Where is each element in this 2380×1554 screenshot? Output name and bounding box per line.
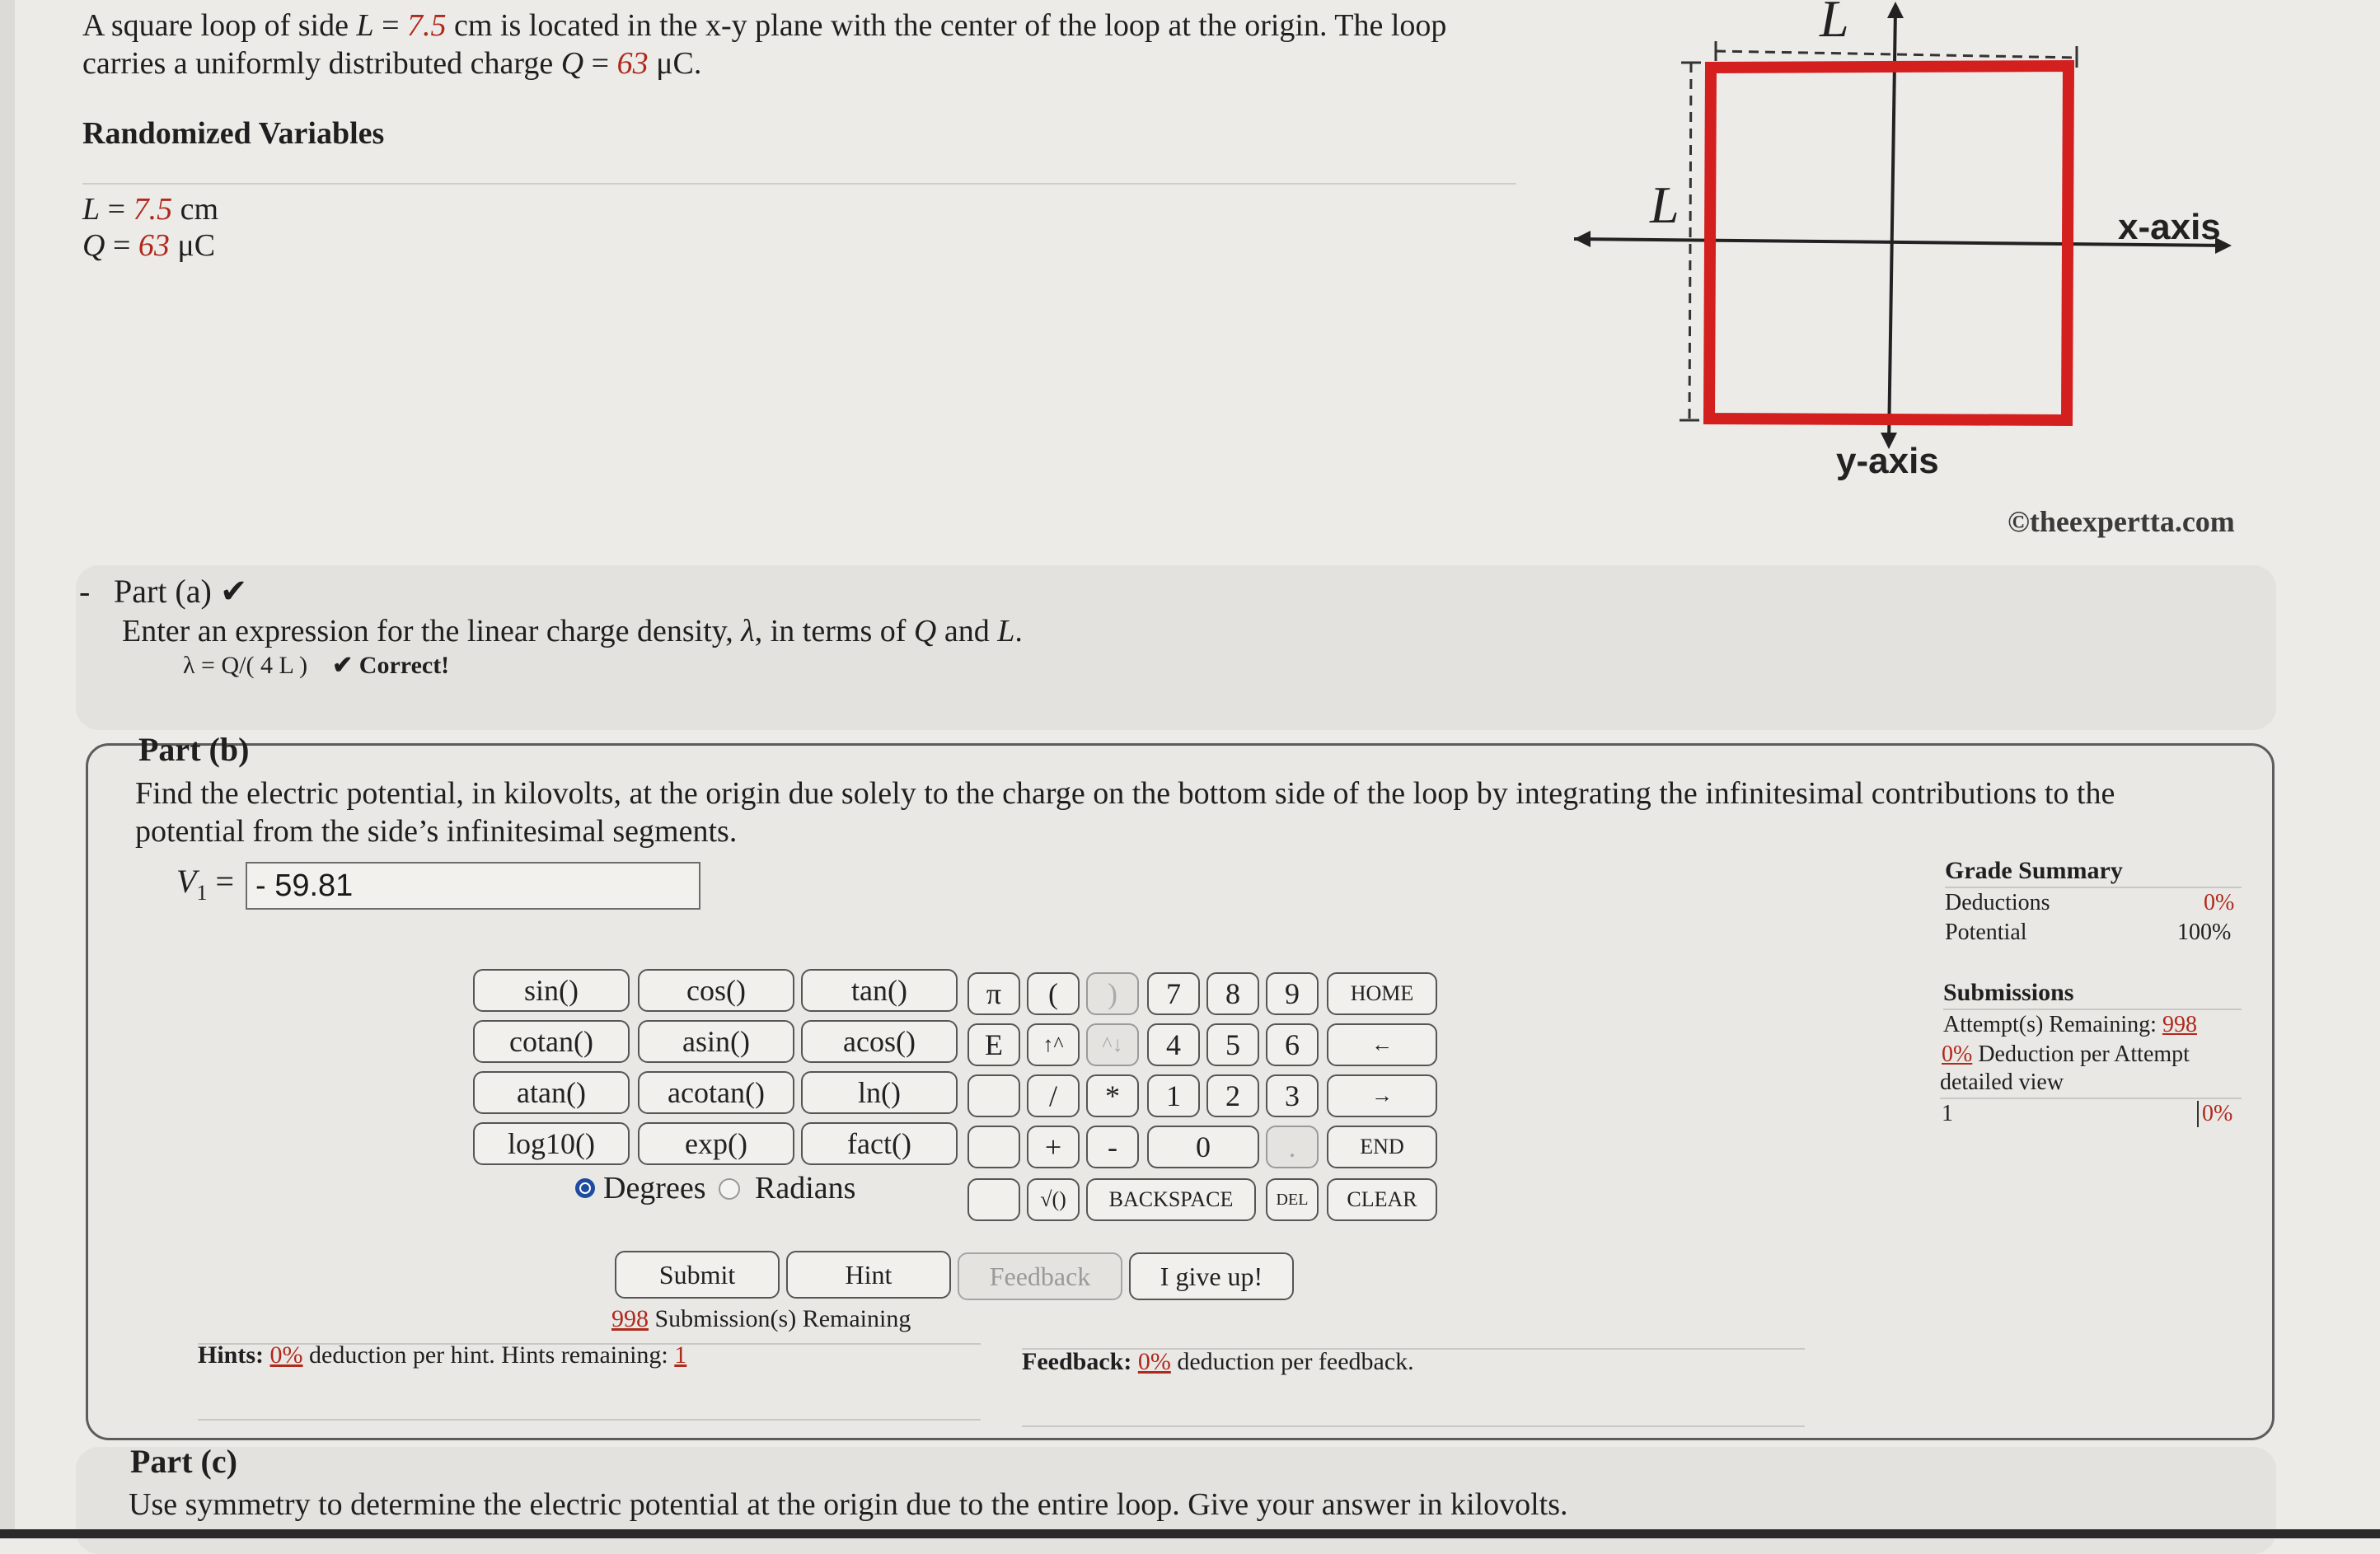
divider — [1943, 1009, 2242, 1010]
feedback-button[interactable]: Feedback — [958, 1252, 1122, 1300]
part-c-title: Part (c) — [130, 1443, 237, 1480]
key-tan[interactable]: tan() — [801, 969, 958, 1012]
key-superscript-down[interactable]: ^↓ — [1086, 1023, 1139, 1066]
key-1[interactable]: 1 — [1147, 1074, 1200, 1117]
key-2[interactable]: 2 — [1206, 1074, 1259, 1117]
hints-info — [198, 1341, 686, 1369]
key-E[interactable]: E — [967, 1023, 1020, 1066]
hints-remaining: 1 — [674, 1341, 687, 1369]
bottom-edge — [0, 1529, 2380, 1538]
attempts-remaining — [1943, 1012, 2197, 1038]
var-L: L — [997, 614, 1015, 648]
submissions-title: Submissions — [1943, 979, 2074, 1006]
prompt-text: , in terms of — [754, 614, 914, 648]
key-end[interactable]: END — [1327, 1126, 1437, 1168]
value-L: 7.5 — [133, 192, 173, 227]
key-3[interactable]: 3 — [1266, 1074, 1319, 1117]
feedback-info — [1022, 1348, 1414, 1376]
divider — [1940, 1098, 2242, 1099]
part-a-title-text: Part (a) — [114, 573, 212, 610]
submissions-label: Submission(s) Remaining — [649, 1305, 911, 1332]
var-Q: Q — [82, 228, 105, 263]
key-acotan[interactable]: acotan() — [638, 1071, 794, 1114]
submission-row-value: 0% — [2197, 1101, 2232, 1127]
key-backspace[interactable]: BACKSPACE — [1086, 1178, 1256, 1221]
x-axis-label: x-axis — [2118, 207, 2221, 247]
feedback-text: deduction per feedback. — [1170, 1348, 1414, 1375]
copyright-credit: ©theexpertta.com — [2008, 505, 2235, 538]
deduction-per-attempt — [1942, 1041, 2190, 1068]
key-clear[interactable]: CLEAR — [1327, 1178, 1437, 1221]
key-multiply[interactable]: * — [1086, 1074, 1139, 1117]
key-cos[interactable]: cos() — [638, 969, 794, 1012]
randomized-L: L = 7.5 cm — [82, 192, 219, 227]
part-a-title[interactable] — [114, 572, 247, 611]
prompt-text: . — [1014, 614, 1023, 648]
key-asin[interactable]: asin() — [638, 1020, 794, 1063]
key-minus[interactable]: - — [1086, 1126, 1139, 1168]
radians-radio[interactable] — [719, 1178, 740, 1200]
key-divide[interactable]: / — [1027, 1074, 1080, 1117]
key-exp[interactable]: exp() — [638, 1122, 794, 1165]
problem-text: A square loop of side — [82, 8, 349, 43]
key-close-paren[interactable]: ) — [1086, 972, 1139, 1015]
top-L-label: L — [1820, 0, 1849, 48]
potential-value: 100% — [2177, 920, 2232, 945]
key-pi[interactable]: π — [967, 972, 1020, 1015]
submitted-expression: λ = Q/( 4 L ) — [183, 652, 308, 679]
correct-label: ✔ Correct! — [332, 652, 450, 679]
radians-label: Radians — [755, 1171, 856, 1205]
var-subscript: 1 — [196, 881, 208, 905]
key-left-arrow[interactable]: ← — [1327, 1023, 1437, 1066]
degrees-label: Degrees — [603, 1171, 706, 1205]
key-cotan[interactable]: cotan() — [473, 1020, 630, 1063]
key-open-paren[interactable]: ( — [1027, 972, 1080, 1015]
side-L-label: L — [1650, 176, 1680, 234]
key-sin[interactable]: sin() — [473, 969, 630, 1012]
answer-input[interactable] — [246, 862, 700, 910]
hints-text: deduction per hint. Hints remaining: — [302, 1341, 675, 1369]
attempts-label: Attempt(s) Remaining: — [1943, 1012, 2162, 1037]
feedback-deduction-pct: 0% — [1137, 1348, 1171, 1375]
divider — [198, 1419, 981, 1421]
potential-label: Potential — [1945, 920, 2027, 945]
divider — [1022, 1425, 1805, 1427]
problem-statement — [82, 7, 1533, 82]
degrees-radio-dot — [581, 1184, 589, 1192]
key-del[interactable]: DEL — [1266, 1178, 1319, 1221]
checkmark-icon: ✔ — [219, 573, 248, 610]
randomized-variables-title: Randomized Variables — [82, 116, 385, 151]
part-a-answer — [183, 651, 449, 680]
value-Q: 63 — [138, 228, 170, 263]
var-L: L — [356, 8, 374, 43]
give-up-button[interactable]: I give up! — [1129, 1252, 1294, 1300]
key-8[interactable]: 8 — [1206, 972, 1259, 1015]
grade-summary-title: Grade Summary — [1945, 857, 2123, 884]
randomized-Q: Q = 63 μC — [82, 228, 216, 263]
key-4[interactable]: 4 — [1147, 1023, 1200, 1066]
part-a-prompt — [122, 613, 1023, 649]
key-home[interactable]: HOME — [1327, 972, 1437, 1015]
prompt-text: and — [936, 614, 998, 648]
prompt-text: Enter an expression for the linear charge density, — [122, 614, 742, 648]
part-a-collapse-toggle[interactable]: - — [79, 573, 91, 610]
key-blank[interactable] — [967, 1074, 1020, 1117]
problem-text: carries a uniformly distributed charge — [82, 46, 561, 81]
square-loop-diagram — [1558, 0, 2258, 494]
part-b-title: Part (b) — [138, 731, 250, 768]
attempts-value: 998 — [2162, 1012, 2197, 1037]
divider — [1945, 887, 2242, 888]
key-log10[interactable]: log10() — [473, 1122, 630, 1165]
hints-label: Hints: — [198, 1341, 265, 1369]
submissions-count: 998 — [611, 1305, 649, 1332]
left-edge — [0, 0, 15, 1538]
value-L: 7.5 — [407, 8, 447, 43]
equals: = — [583, 46, 617, 81]
hint-deduction-pct: 0% — [269, 1341, 303, 1369]
problem-text: cm is located in the x-y plane with the center of the loop at the origin. The loop — [446, 8, 1447, 43]
lambda-symbol: λ — [741, 614, 755, 648]
key-atan[interactable]: atan() — [473, 1071, 630, 1114]
y-axis-label: y-axis — [1836, 441, 1939, 481]
deductions-value: 0% — [2204, 890, 2235, 915]
y-axis-line — [1889, 8, 1895, 443]
var-Q: Q — [913, 614, 937, 648]
key-5[interactable]: 5 — [1206, 1023, 1259, 1066]
attempt-deduction-text: Deduction per Attempt — [1972, 1041, 2190, 1067]
equals: = — [207, 863, 234, 900]
key-blank[interactable] — [967, 1126, 1020, 1168]
key-plus[interactable]: + — [1027, 1126, 1080, 1168]
unit: cm — [172, 192, 219, 227]
key-acos[interactable]: acos() — [801, 1020, 958, 1063]
key-9[interactable]: 9 — [1266, 972, 1319, 1015]
key-decimal[interactable]: . — [1266, 1126, 1319, 1168]
submission-row-index: 1 — [1942, 1101, 1953, 1126]
detailed-view-link[interactable]: detailed view — [1940, 1070, 2064, 1095]
var-V: V — [176, 863, 197, 900]
feedback-label: Feedback: — [1022, 1348, 1132, 1375]
problem-text: μC. — [648, 46, 702, 81]
key-fact[interactable]: fact() — [801, 1122, 958, 1165]
var-L: L — [82, 192, 101, 227]
key-right-arrow[interactable]: → — [1327, 1074, 1437, 1117]
key-ln[interactable]: ln() — [801, 1071, 958, 1114]
deductions-label: Deductions — [1945, 890, 2050, 915]
key-6[interactable]: 6 — [1266, 1023, 1319, 1066]
attempt-deduction-pct: 0% — [1942, 1041, 1973, 1067]
key-7[interactable]: 7 — [1147, 972, 1200, 1015]
unit: μC — [169, 228, 216, 263]
part-b-prompt: Find the electric potential, in kilovolts, at the origin due solely to the charge on the bottom side of the loop by integrating the infinitesimal contributions to the potential from the side’s infinitesimal segments. — [135, 776, 2115, 849]
hint-button[interactable]: Hint — [786, 1251, 951, 1299]
equals: = — [373, 8, 408, 43]
answer-variable-label — [176, 862, 234, 906]
divider — [82, 183, 1516, 185]
var-Q: Q — [560, 46, 584, 81]
key-0[interactable]: 0 — [1147, 1126, 1259, 1168]
key-blank[interactable] — [967, 1178, 1020, 1221]
submissions-remaining — [611, 1305, 911, 1333]
value-Q: 63 — [616, 46, 649, 81]
key-sqrt[interactable]: √() — [1027, 1178, 1080, 1221]
key-superscript-up[interactable]: ↑^ — [1027, 1023, 1080, 1066]
part-c-prompt: Use symmetry to determine the electric potential at the origin due to the entire loop. Give your answer in kilovolts. — [129, 1487, 1568, 1522]
submit-button[interactable]: Submit — [615, 1251, 780, 1299]
